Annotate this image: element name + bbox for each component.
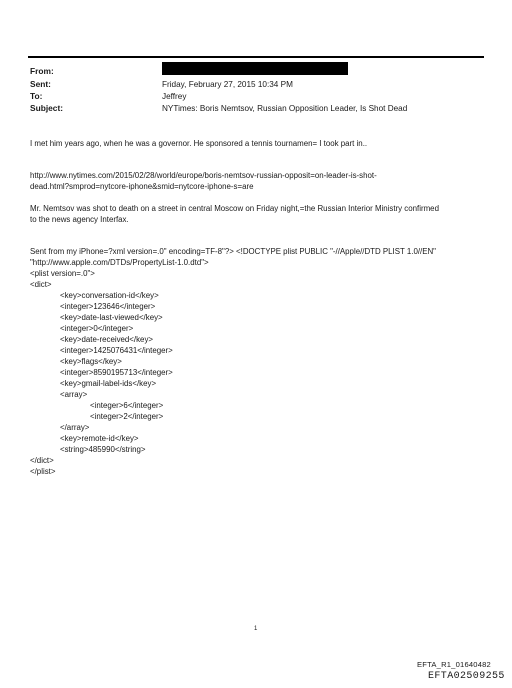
dict-tag: <dict> bbox=[30, 280, 52, 289]
to-label: To: bbox=[30, 91, 43, 101]
from-label: From: bbox=[30, 66, 54, 76]
plist-tag: </plist> bbox=[30, 467, 56, 476]
subject-value: NYTimes: Boris Nemtsov, Russian Opposition Leader, Is Shot Dead bbox=[162, 104, 408, 113]
body-paragraph: I met him years ago, when he was a governor. He sponsored a tennis tournamen= I took part in.. bbox=[30, 139, 368, 148]
plist-line: <key>flags</key> bbox=[60, 357, 122, 366]
from-redaction bbox=[162, 62, 348, 75]
sent-value: Friday, February 27, 2015 10:34 PM bbox=[162, 80, 293, 89]
subject-label: Subject: bbox=[30, 103, 64, 113]
plist-line: <key>remote-id</key> bbox=[60, 434, 139, 443]
article-url-line: http://www.nytimes.com/2015/02/28/world/europe/boris-nemtsov-russian-opposit=on-leader-is-shot- bbox=[30, 171, 377, 180]
page-number: 1 bbox=[254, 626, 258, 632]
plist-line: <string>485990</string> bbox=[60, 445, 146, 454]
body-paragraph: Mr. Nemtsov was shot to death on a street in central Moscow on Friday night,=the Russian Interior Ministry confirmed bbox=[30, 204, 439, 213]
to-value: Jeffrey bbox=[162, 92, 187, 101]
bates-number: EFTA02509255 bbox=[428, 671, 505, 682]
plist-line: <key>date-received</key> bbox=[60, 335, 153, 344]
plist-line: <integer>1425076431</integer> bbox=[60, 346, 173, 355]
plist-line: <key>conversation-id</key> bbox=[60, 291, 159, 300]
dict-tag: </dict> bbox=[30, 456, 54, 465]
array-tag: <array> bbox=[60, 390, 88, 399]
array-tag: </array> bbox=[60, 423, 90, 432]
plist-line: <integer>2</integer> bbox=[90, 412, 164, 421]
header-rule bbox=[28, 56, 484, 58]
plist-line: <key>date-last-viewed</key> bbox=[60, 313, 163, 322]
plist-line: <key>gmail-label-ids</key> bbox=[60, 379, 157, 388]
sent-label: Sent: bbox=[30, 79, 51, 89]
sent-from-line: "http://www.apple.com/DTDs/PropertyList-1.0.dtd"> bbox=[30, 258, 209, 267]
plist-line: <integer>0</integer> bbox=[60, 324, 134, 333]
bates-number: EFTA_R1_01640482 bbox=[417, 660, 491, 669]
article-url-line: dead.html?smprod=nytcore-iphone&smid=nytcore-iphone-s=are bbox=[30, 182, 254, 191]
plist-tag: <plist version=.0"> bbox=[30, 269, 95, 278]
plist-line: <integer>6</integer> bbox=[90, 401, 164, 410]
plist-line: <integer>8590195713</integer> bbox=[60, 368, 173, 377]
sent-from-line: Sent from my iPhone=?xml version=.0" encoding=TF-8"?> <!DOCTYPE plist PUBLIC "-//Apple//DTD PLIST 1.0//EN" bbox=[30, 247, 436, 256]
plist-line: <integer>123646</integer> bbox=[60, 302, 156, 311]
body-paragraph: to the news agency Interfax. bbox=[30, 215, 129, 224]
